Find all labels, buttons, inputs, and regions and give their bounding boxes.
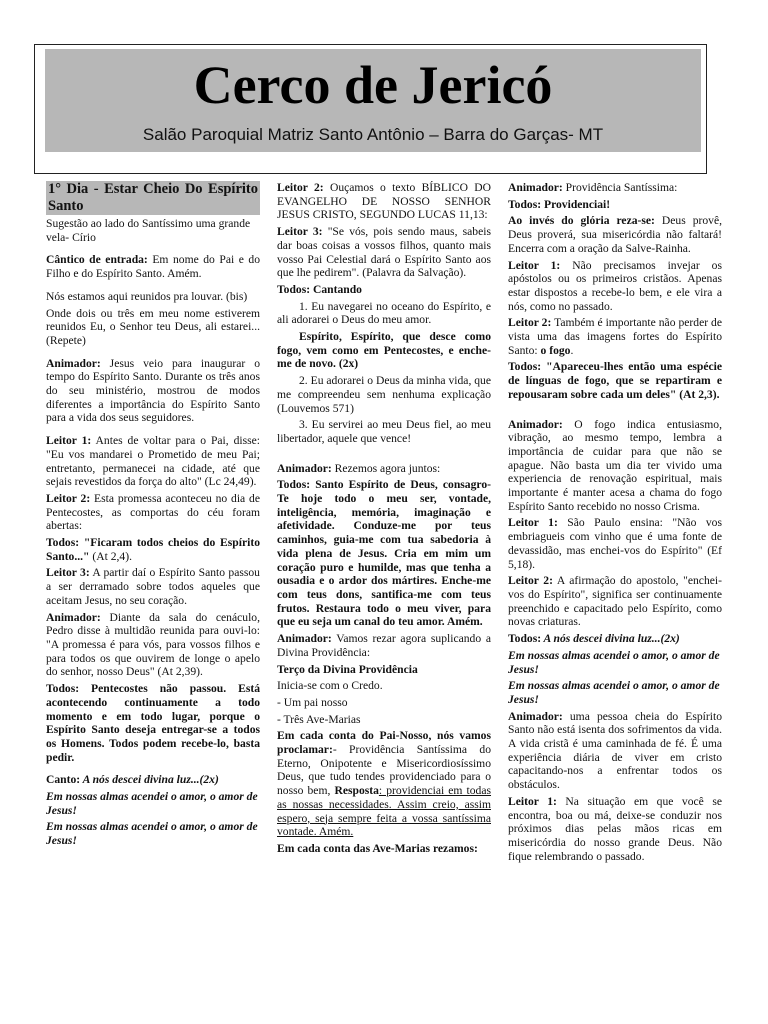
text: A nós descei divina luz...(2x): [80, 773, 219, 787]
label: Leitor 1:: [46, 434, 92, 448]
label: Em cada conta do Pai-Nosso, nós vamos proclamar:: [277, 729, 491, 757]
text: Não precisamos invejar os apóstolos ou os primeiros cristãos. Apenas estar dispostos a recebe-lo bem, e ele vira a nós, como no passado.: [508, 258, 722, 313]
paragraph: [508, 632, 722, 646]
paragraph: Sugestão ao lado do Santíssimo uma grande vela- Círio: [46, 217, 251, 244]
text: : providenciai em todas as nossas necessidades. Assim creio, assim espero, seja sempre feita a vossa santíssima vontade. Amém.: [277, 784, 492, 839]
paragraph: [277, 632, 491, 659]
page-subtitle: Salão Paroquial Matriz Santo Antônio – Barra do Garças- MT: [142, 125, 604, 144]
text: Em nossas almas acendei o amor, o amor de Jesus!: [508, 648, 720, 676]
text: Em nossas almas acendei o amor, o amor de Jesus!: [46, 820, 258, 848]
text: A nós descei divina luz...(2x): [541, 632, 680, 646]
paragraph: [508, 259, 722, 314]
label: Leitor 1:: [508, 516, 558, 530]
label: Leitor 2:: [277, 181, 324, 194]
paragraph: [277, 729, 491, 839]
text: Esta promessa aconteceu no dia de Pentecostes, as comportas do céu foram abertas:: [46, 491, 260, 533]
text: A partir daí o Espírito Santo passou a ser derramado sobre todos aqueles que aceitam Jesus, no seu coração.: [46, 566, 260, 607]
text: "Se vós, pois sendo maus, sabeis dar boas coisas a vossos filhos, quanto mais vosso Pai Celestial dará o Espírito Santo aos que lhe pedirem". (Palavra da Salvação).: [277, 225, 491, 280]
label: Animador:: [508, 181, 563, 194]
paragraph: [508, 710, 722, 792]
text: Em nossas almas acendei o amor, o amor de Jesus!: [46, 790, 258, 817]
paragraph: [277, 181, 491, 222]
column-2: [277, 181, 491, 859]
text: Em cada conta das Ave-Marias rezamos:: [277, 841, 478, 855]
label: Animador:: [46, 356, 101, 370]
text: Ouçamos o texto BÍBLICO DO EVANGELHO DE NOSSO SENHOR JESUS CRISTO, SEGUNDO LUCAS 11,13:: [277, 181, 491, 222]
text: Providência Santíssima:: [562, 181, 678, 194]
paragraph: [46, 357, 260, 426]
paragraph: [508, 214, 722, 255]
paragraph: Inicia-se com o Credo.: [277, 679, 383, 693]
text: Vamos rezar agora suplicando a Divina Providência:: [277, 632, 491, 659]
text: Todos: Pentecostes não passou. Está acontecendo continuamente a todo momento e em todo lugar, porque o Espírito Santo deseja entregar-se a todos os Homens. Todos podem recebe-lo, basta pedir.: [46, 682, 260, 764]
label: Leitor 2:: [46, 491, 91, 505]
paragraph: [46, 820, 260, 847]
paragraph: Nós estamos aqui reunidos pra louvar. (bis): [46, 289, 248, 303]
paragraph: [46, 682, 260, 764]
text: Na situação em que você se encontra, boa ou má, deixe-se conduzir nos próximos dias pelas mãos ricas em misericórdia do nosso grande Deus. Não fique relembrando o passado.: [508, 794, 722, 863]
paragraph: [46, 536, 260, 563]
text: Todos: Santo Espírito de Deus, consagro-Te hoje todo o meu ser, vontade, inteligência, memória, imaginação e afetividade. Conduze-me por teus caminhos, guia-me com tua sabedoria à vida plena de Jesus. Cria em mim um coração puro e humilde, mas que tenha a ousadia e o ardor dos mártires. Enche-me com teus dons, santifica-me com teus frutos. Restaura todo o meu viver, para que eu seja um canal do teu amor. Amém.: [277, 478, 491, 629]
column-1: [46, 181, 260, 851]
text: O fogo indica entusiasmo, vibração, ao mesmo tempo, lembra a importância de cuidar para que não se apague. Não basta um dia ter vivido uma experiencia de renovação espiritual, mais importante é manter acesa a chama do fogo Espírito Santo recebido no nosso Crisma.: [508, 417, 722, 513]
header-box: [34, 44, 707, 174]
paragraph: [508, 360, 722, 401]
paragraph: [277, 462, 491, 476]
text: Todos: Cantando: [277, 282, 362, 296]
text: Todos: Providenciai!: [508, 197, 611, 211]
paragraph: [508, 574, 722, 629]
paragraph: [46, 492, 260, 533]
label: Todos: "Ficaram todos cheios do Espírito Santo...": [46, 536, 260, 563]
paragraph: 2. Eu adorarei o Deus da minha vida, que me compreendeu sem nenhuma explicação (Louvemos 571): [277, 374, 491, 415]
text: Rezemos agora juntos:: [331, 461, 441, 475]
text: Antes de voltar para o Pai, disse: "Eu vos mandarei o Prometido de meu Pai; entretanto, permanecei na cidade, até que sejais revestidos da força do alto" (Lc 24,49).: [46, 434, 260, 489]
label: Animador:: [46, 610, 101, 624]
text: - Providência Santíssima do Eterno, Onipotente e Misericordiosíssimo Deus, que tudo tendes providenciado para o nosso bem,: [277, 743, 491, 798]
label: Animador:: [508, 417, 563, 431]
paragraph: [277, 663, 491, 677]
paragraph: [508, 795, 722, 864]
page-title: Cerco de Jericó: [193, 55, 553, 115]
paragraph: - Um pai nosso: [277, 695, 348, 709]
text: Também é importante não perder de vista uma das imagens fortes do Espírito Santo:: [508, 316, 722, 357]
paragraph: [46, 790, 260, 817]
paragraph: [46, 434, 260, 489]
label: Canto:: [46, 773, 81, 787]
text: Em nossas almas acendei o amor, o amor de Jesus!: [508, 679, 720, 706]
text: uma pessoa cheia do Espírito Santo não está isenta dos sofrimentos da vida. A vida cristã é uma caminhada de fé. É uma experiência diária de viver em cristo capacitando-nos a enfrentar todos os obstáculos.: [508, 709, 722, 792]
header-band: [45, 49, 701, 152]
paragraph: [46, 611, 260, 680]
paragraph: [277, 842, 491, 856]
paragraph: [277, 478, 491, 629]
paragraph: [277, 225, 491, 280]
text: Espírito, Espírito, que desce como fogo, vem como em Pentecostes, e enche-me de novo. (2x): [277, 330, 491, 371]
paragraph: [508, 516, 722, 571]
text: (At 2,3).: [676, 387, 720, 401]
text: A afirmação do apostolo, "enchei-vos do Espírito", significa ser continuamente preenchido e capacitado pelo Espírito, como novas criaturas.: [508, 574, 722, 629]
paragraph: - Três Ave-Marias: [277, 712, 361, 726]
label: Todos: "Apareceu-lhes então uma espécie de línguas de fogo, que se repartiram e repousaram sobre cada um deles": [508, 360, 722, 401]
label: Cântico de entrada:: [46, 253, 148, 267]
text: Jesus veio para inaugurar o tempo do Espírito Santo. Durante os três anos do seu ministério, mostrou de modos diferentes a importância do Espírito Santo para a vida dos seus seguidores.: [46, 356, 260, 425]
label: Resposta: [334, 784, 379, 798]
paragraph: Onde dois ou três em meu nome estiverem reunidos Eu, o Senhor teu Deus, ali estarei... (Repete): [46, 306, 260, 347]
label: Leitor 1:: [508, 258, 561, 272]
paragraph: [508, 649, 722, 676]
text: Deus provê, Deus proverá, sua misericórdia não faltará! Encerra com a oração da Salve-Rainha.: [508, 214, 722, 255]
label: Leitor 3:: [277, 225, 323, 239]
paragraph: [508, 181, 722, 195]
paragraph: [277, 283, 491, 297]
paragraph: [46, 773, 260, 787]
label: Animador:: [277, 461, 332, 475]
day-title: 1° Dia - Estar Cheio Do Espírito Santo: [48, 181, 258, 214]
label: Animador:: [277, 632, 332, 646]
text: .: [570, 343, 574, 357]
paragraph: 3. Eu servirei ao meu Deus fiel, ao meu libertador, aquele que vence!: [277, 418, 491, 445]
text: Em nome do Pai e do Filho e do Espírito Santo. Amém.: [46, 253, 260, 281]
paragraph: [46, 253, 260, 280]
paragraph: [277, 330, 491, 371]
text: Terço da Divina Providência: [277, 662, 418, 676]
label: Leitor 1:: [508, 794, 557, 808]
label: Leitor 3:: [46, 566, 90, 580]
paragraph: [508, 679, 722, 706]
paragraph: 1. Eu navegarei no oceano do Espírito, e ali adorarei o Deus do meu amor.: [277, 299, 491, 327]
text: Diante da sala do cenáculo, Pedro disse à multidão reunida para ouvi-lo: "A promessa é para vós, para vossos filhos e para todos os que ouvirem de longe o apelo do senhor, nosso Deus" (At 2,39).: [46, 610, 260, 679]
paragraph: [508, 316, 722, 357]
text: São Paulo ensina: "Não vos embriagueis com vinho que é uma fonte de devassidão, mas enchei-vos do Espírito" (Ef 5,18).: [508, 516, 722, 571]
paragraph: [508, 198, 722, 212]
paragraph: [508, 418, 722, 514]
label: Ao invés do glória reza-se:: [508, 214, 655, 228]
label: Todos:: [508, 632, 542, 646]
column-3: [508, 181, 722, 866]
text: (At 2,4).: [89, 549, 132, 563]
label: Animador:: [508, 709, 563, 723]
paragraph: [46, 566, 260, 607]
label: Leitor 2:: [508, 316, 552, 330]
label: Leitor 2:: [508, 574, 553, 588]
text: o fogo: [540, 343, 571, 357]
